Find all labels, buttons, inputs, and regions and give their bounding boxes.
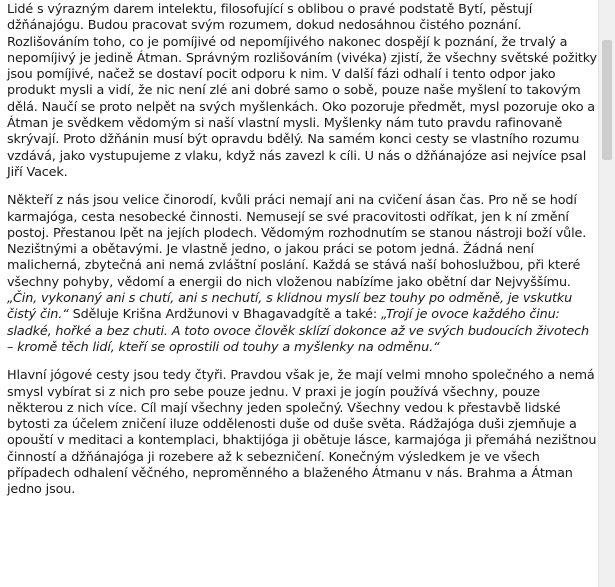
paragraph-karma-yoga [7, 193, 597, 356]
text-segment: Někteří z nás jsou velice činorodí, kvůli práci nemají ani na cvičení ásan čas. Pro ně se hodí karmajóga, cesta nesobecké činnosti. Nemusejí se své pracovitosti odříkat, jen k ní změní postoj. Přestanou lpět na jejích plodech. Vědomým rozhodnutím se stanou nástroji boží vůle. Nezištnými a obětavými. Je vlastně jedno, o jakou práci se potom jedná. Žádná není malicherná, zbytečná ani nemá zvláštní poslání. Každá se stává naší bohoslužbou, při které všechny pohyby, vědomí a energii do nich vloženou nabízíme jako obětní dar Nejvyššímu. [7, 193, 587, 290]
text-segment: Lidé s výrazným darem intelektu, filosofující s oblibou o pravé podstatě Bytí, pěstují džňánajógu. Budou pracovat svým rozumem, dokud nedosáhnou čistého poznání. Rozlišováním toho, co je pomíjivé od nepomíjivého nakonec dospějí k poznání, že trvalý a nepomíjivý je jedině Átman. Správným rozlišováním (vivéka) zjistí, že všechny světské požitky jsou pomíjivé, načež se dostaví pocit odporu k nim. V další fázi odhalí i tento odpor jako produkt mysli a vidí, že nic není zlé ani dobré samo o sobě, pouze naše myšlení to takovým dělá. Naučí se proto nelpět na svých myšlenkách. Oko pozoruje předmět, mysl pozoruje oko a Átman je svědkem vědomým si naší vlastní mysli. Myšlenky nám tuto pravdu rafinovaně skrývají. Proto džňánin musí být opravdu bdělý. Na samém konci cesty se vlastního rozumu vzdává, jako vystupujeme z vlaku, když nás zavezl k cíli. U nás o džňánajóze asi nejvíce psal Jiří Vacek. [7, 2, 597, 180]
text-segment: Sděluje Krišna Ardžunovi v Bhagavadgítě a také: [68, 307, 381, 323]
scrollbar-thumb[interactable] [602, 40, 612, 160]
quote-segment: „Trojí je ovoce každého činu: sladké, hořké a bez chuti. A toto ovoce člověk sklízí dokonce až ve svých budoucích životech – kromě těch lidí, kteří se oprostili od touhy a myšlenky na odměnu.“ [7, 307, 589, 355]
quote-segment: „Čin, vykonaný ani s chutí, ani s nechutí, s klidnou myslí bez touhy po odměně, je vskutku čistý čin.“ [7, 291, 573, 323]
paragraph-jnana-yoga [7, 2, 597, 181]
vertical-scrollbar[interactable] [598, 0, 615, 587]
text-segment: Hlavní jógové cesty jsou tedy čtyři. Pravdou však je, že mají velmi mnoho společného a nemá smysl vybírat si z nich pro sebe pouze jednu. V praxi je jogín používá všechny, pouze některou z nich více. Cíl mají všechny jeden společný. Všechny vedou k přestavbě lidské bytosti za účelem zničení iluze oddělenosti duše od duše světa. Rádžajóga duši zjemňuje a opouští v meditaci a kontemplaci, bhaktijóga ji obětuje lásce, karmajóga ji přemáhá nezištnou činností a džňánajóga ji rozebere až k sebezničení. Konečným výsledkem je ve všech případech odhalení věčného, neproměnného a blaženého Átmanu v nás. Brahma a Átman jedno jsou. [7, 368, 597, 498]
paragraph-four-paths [7, 368, 597, 498]
